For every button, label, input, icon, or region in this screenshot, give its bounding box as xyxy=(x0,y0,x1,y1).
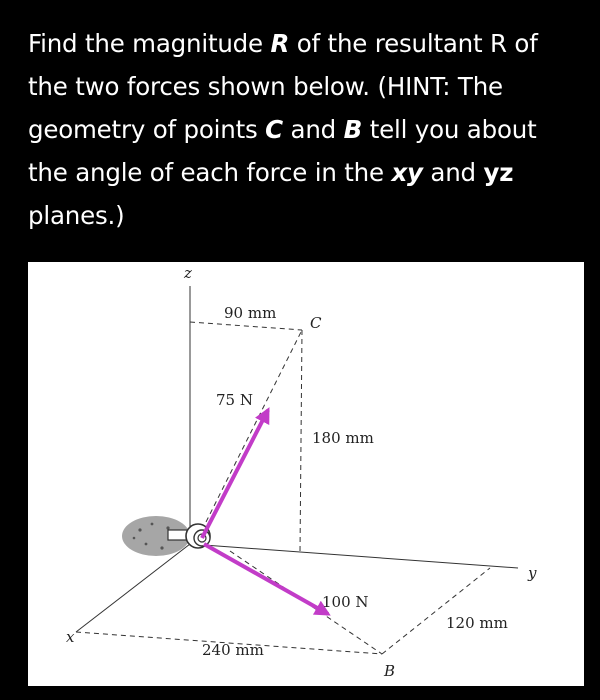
axis-label-z: z xyxy=(184,264,192,282)
plane-xy-bold: xy xyxy=(391,158,423,187)
force-diagram xyxy=(28,262,584,686)
force-label-100n: 100 N xyxy=(322,593,369,611)
dim-label-240mm: 240 mm xyxy=(202,641,264,659)
dim-label-120mm: 120 mm xyxy=(446,614,508,632)
question-part: tell you about the angle of each force in the xyxy=(28,115,537,187)
question-text xyxy=(28,22,578,237)
point-c-bold: C xyxy=(265,115,283,144)
support-bracket xyxy=(122,516,210,556)
axis-label-x: x xyxy=(66,628,75,646)
point-label-c: C xyxy=(310,314,322,332)
force-75n-arrow xyxy=(202,410,268,538)
question-part: Find the magnitude xyxy=(28,29,271,58)
x-axis xyxy=(76,544,190,632)
dashed-construction-lines xyxy=(76,322,490,654)
dim-label-90mm: 90 mm xyxy=(224,304,277,322)
axis-label-y: y xyxy=(528,564,537,582)
question-part: planes.) xyxy=(28,201,125,230)
point-b-bold: B xyxy=(343,115,363,144)
dim-label-180mm: 180 mm xyxy=(312,429,374,447)
symbol-r-bold: R xyxy=(270,29,290,58)
force-100n-arrow xyxy=(204,544,328,614)
question-part: and xyxy=(282,115,344,144)
force-label-75n: 75 N xyxy=(216,391,253,409)
plane-yz-bold: yz xyxy=(483,158,514,187)
question-part: and xyxy=(422,158,484,187)
force-diagram-svg xyxy=(28,262,584,686)
question-part: of the resultant R of the two forces shown below. (HINT: The geometry of points xyxy=(28,29,538,144)
point-label-b: B xyxy=(384,662,396,680)
